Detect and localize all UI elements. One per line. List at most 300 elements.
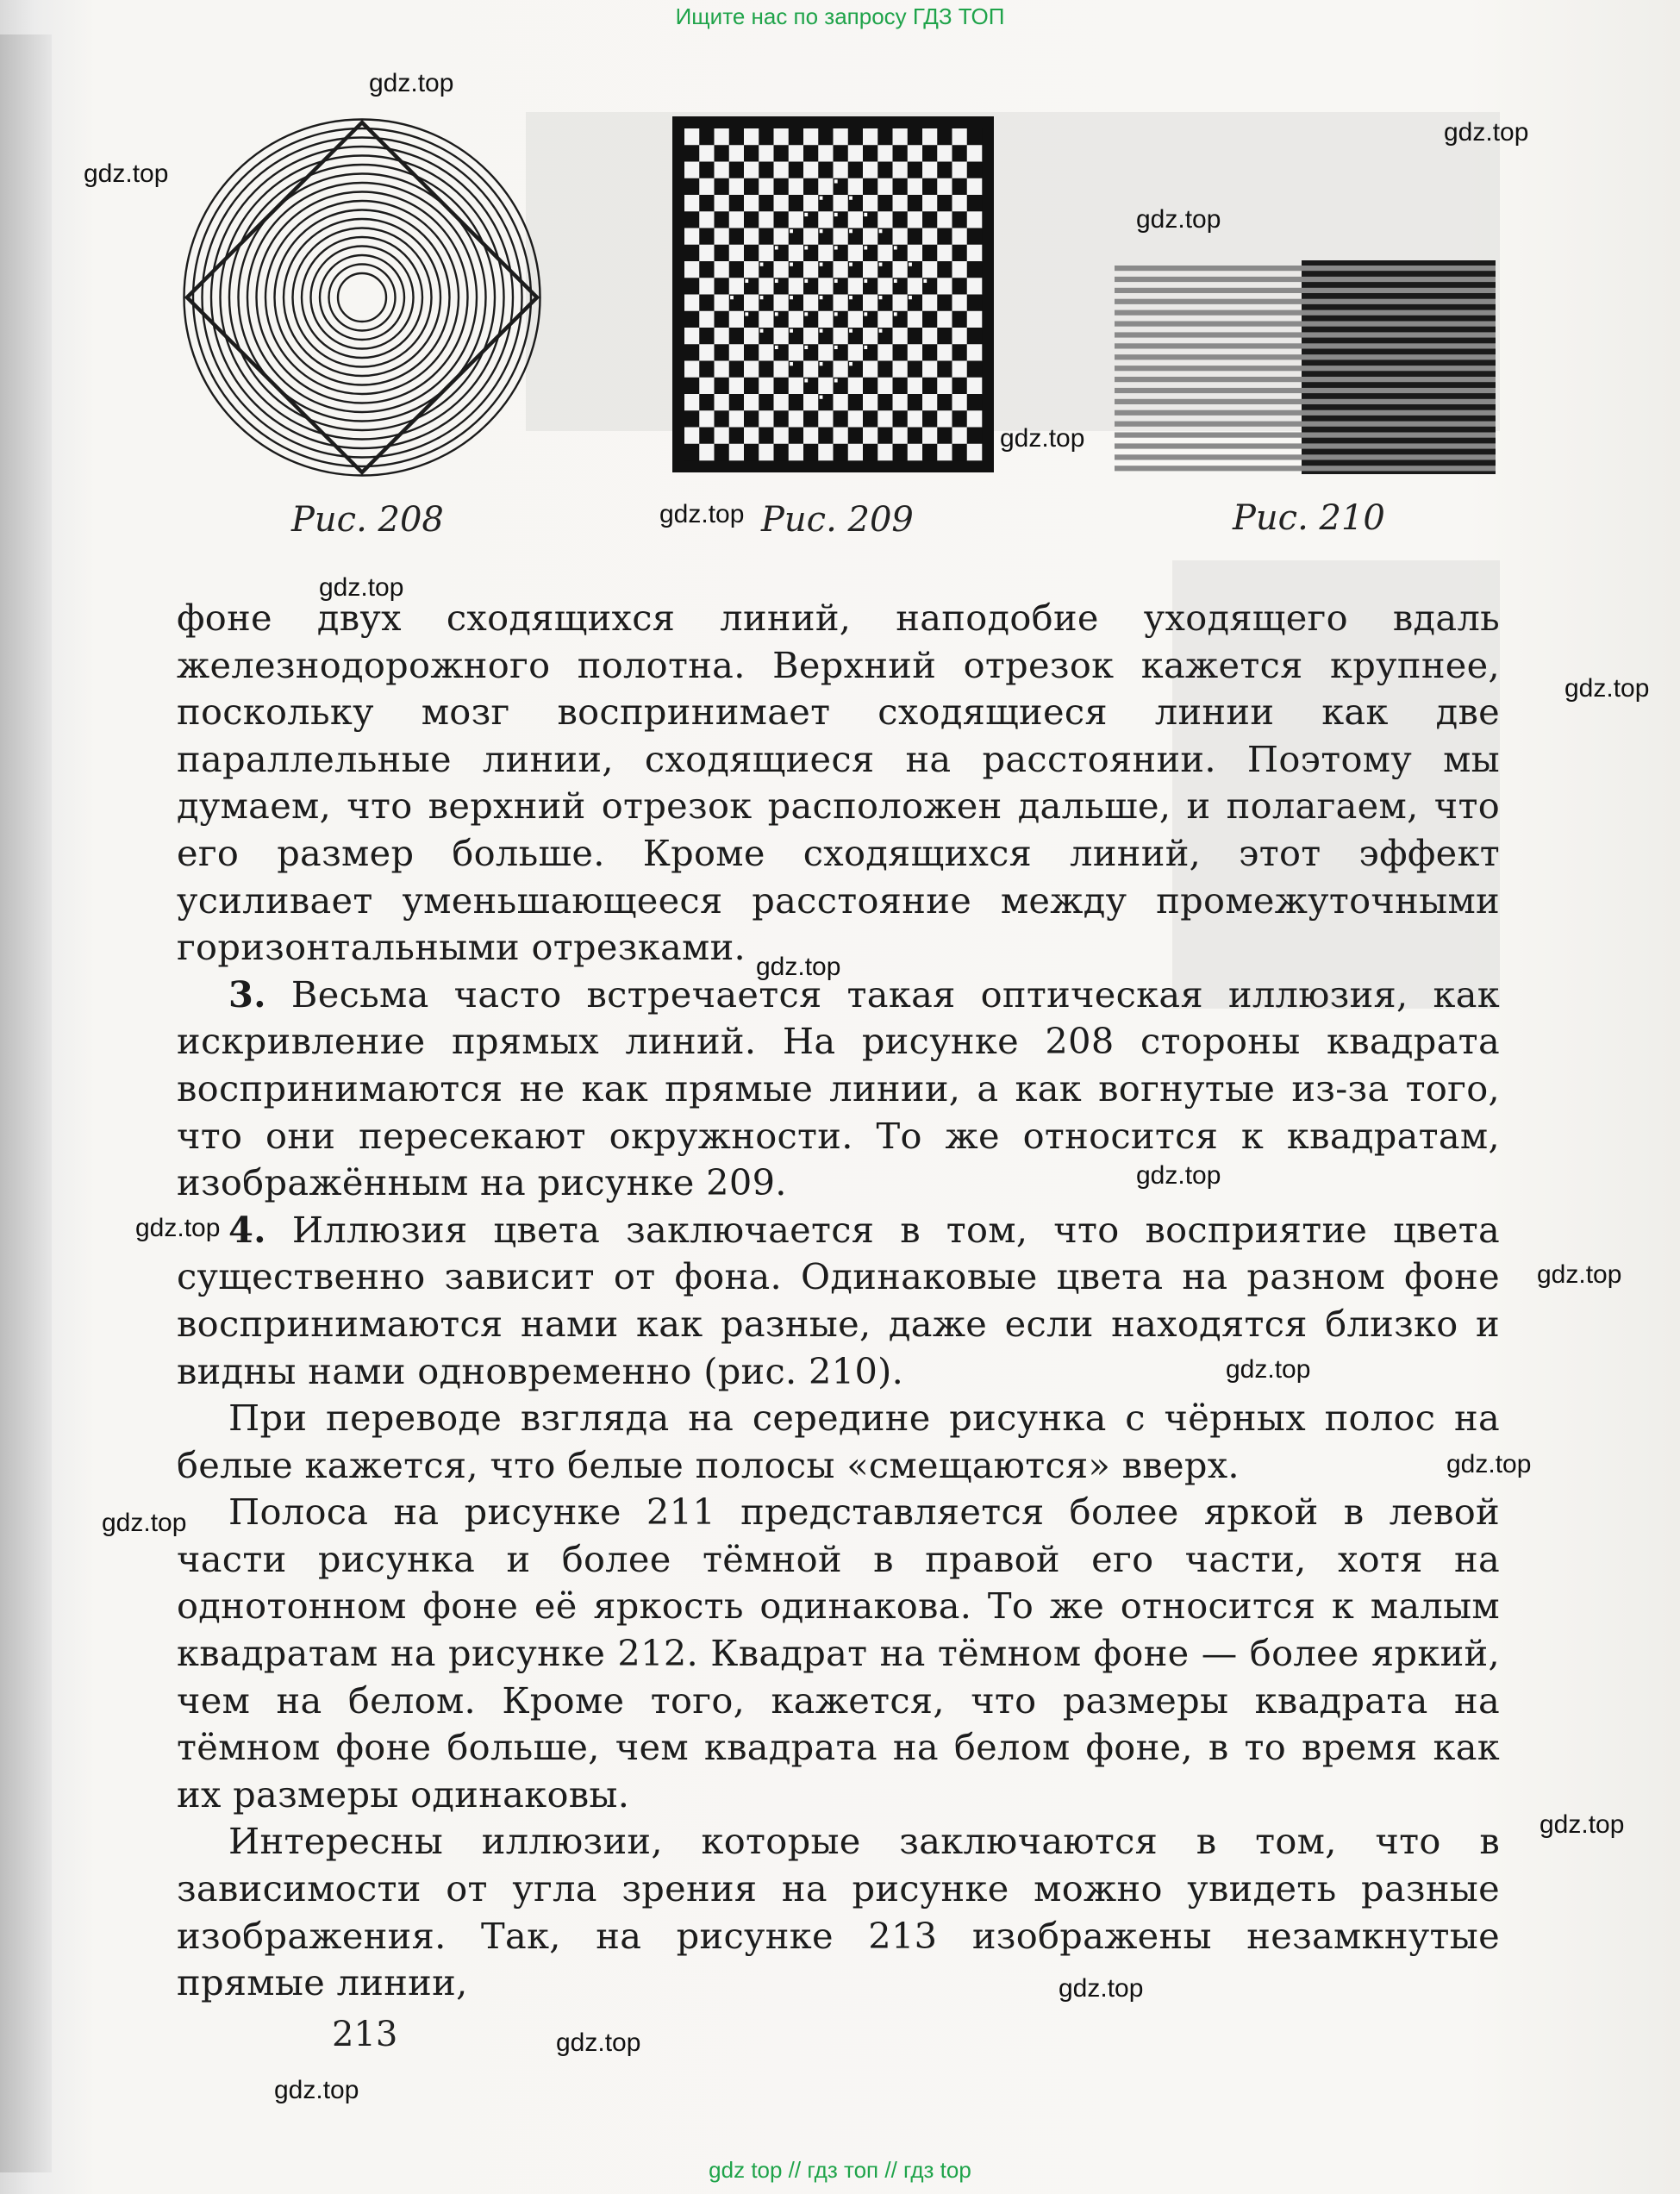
checker-cell [818, 128, 834, 146]
checker-cell [744, 295, 759, 312]
checker-cell [967, 311, 983, 328]
checker-cell [848, 278, 864, 295]
checker-cell [952, 278, 968, 295]
checker-cell [699, 195, 715, 212]
checker-cell [789, 444, 804, 461]
stripe-on-white [1115, 299, 1302, 304]
checker-cell [684, 378, 700, 395]
checker-cell [715, 394, 730, 411]
checker-cell [684, 344, 700, 361]
checker-cell [922, 410, 938, 428]
checker-cell [789, 178, 804, 196]
checker-cell [877, 378, 893, 395]
checker-cell [922, 228, 938, 246]
checker-cell [803, 128, 819, 146]
checker-cell [952, 261, 968, 278]
checker-dot [909, 296, 912, 299]
checker-cell [877, 245, 893, 262]
checker-cell [818, 444, 834, 461]
checker-cell [863, 295, 878, 312]
checker-cell [908, 178, 923, 196]
checker-cell [952, 195, 968, 212]
checker-dot [790, 362, 793, 366]
checker-cell [952, 145, 968, 162]
checker-cell [729, 361, 745, 378]
checker-cell [922, 295, 938, 312]
checker-cell [803, 328, 819, 345]
checker-cell [877, 162, 893, 179]
checker-cell [952, 410, 968, 428]
checker-cell [803, 261, 819, 278]
stripe-on-black [1302, 310, 1496, 316]
checker-cell [774, 410, 790, 428]
checker-dot [849, 296, 852, 299]
checker-cell [863, 428, 878, 445]
checker-dot [834, 213, 838, 216]
checker-cell [803, 394, 819, 411]
checker-cell [715, 444, 730, 461]
checker-cell [877, 128, 893, 146]
checker-cell [789, 128, 804, 146]
checker-cell [908, 311, 923, 328]
checker-cell [803, 145, 819, 162]
checker-cell [893, 428, 909, 445]
checker-cell [908, 428, 923, 445]
checker-cell [952, 245, 968, 262]
watermark: gdz.top [1226, 1355, 1311, 1384]
checker-cell [789, 195, 804, 212]
watermark: gdz.top [556, 2028, 641, 2057]
checker-cell [699, 378, 715, 395]
checker-cell [967, 211, 983, 228]
checker-cell [715, 410, 730, 428]
checker-dot [849, 329, 852, 333]
stripe-on-black [1302, 322, 1496, 327]
checker-cell [744, 261, 759, 278]
checker-cell [715, 261, 730, 278]
checker-cell [893, 228, 909, 246]
checker-cell [818, 162, 834, 179]
checker-cell [877, 394, 893, 411]
checker-cell [908, 378, 923, 395]
checker-cell [699, 278, 715, 295]
stripe-on-black [1302, 433, 1496, 438]
checker-cell [952, 311, 968, 328]
checker-cell [877, 444, 893, 461]
checker-cell [937, 145, 952, 162]
checker-cell [877, 195, 893, 212]
checker-cell [759, 228, 774, 246]
checker-cell [729, 145, 745, 162]
checker-dot [849, 197, 852, 200]
stripe-on-black [1302, 443, 1496, 448]
checker-cell [699, 410, 715, 428]
checker-cell [908, 344, 923, 361]
checker-dot [923, 279, 927, 283]
checker-cell [967, 228, 983, 246]
watermark: gdz.top [1059, 1974, 1144, 2003]
checker-cell [744, 211, 759, 228]
checker-cell [759, 444, 774, 461]
checker-cell [744, 328, 759, 345]
checker-cell [922, 211, 938, 228]
checker-cell [922, 311, 938, 328]
checker-cell [848, 128, 864, 146]
checker-cell [834, 295, 849, 312]
checker-cell [848, 428, 864, 445]
checker-dot [834, 378, 838, 382]
checker-cell [699, 178, 715, 196]
checker-cell [744, 128, 759, 146]
checker-cell [893, 410, 909, 428]
checker-cell [952, 295, 968, 312]
checker-cell [818, 145, 834, 162]
checker-cell [715, 428, 730, 445]
checker-cell [922, 344, 938, 361]
checker-cell [893, 261, 909, 278]
stripe-on-black [1302, 354, 1496, 359]
checker-cell [922, 378, 938, 395]
checker-cell [774, 145, 790, 162]
watermark: gdz.top [102, 1509, 187, 1537]
checker-cell [774, 228, 790, 246]
stripe-on-white [1115, 422, 1302, 427]
stripe-on-black [1302, 410, 1496, 416]
checker-cell [774, 394, 790, 411]
checker-dot [879, 296, 883, 299]
checker-cell [744, 394, 759, 411]
checker-cell [699, 361, 715, 378]
checker-cell [774, 428, 790, 445]
checker-cell [729, 162, 745, 179]
checker-cell [937, 261, 952, 278]
checker-cell [863, 145, 878, 162]
checker-cell [715, 128, 730, 146]
checker-cell [877, 410, 893, 428]
checker-cell [774, 444, 790, 461]
checker-cell [744, 361, 759, 378]
checker-cell [848, 378, 864, 395]
checker-cell [684, 328, 700, 345]
paragraph-2: 3. Весьма часто встречается такая оптическая иллюзия, как искривление прямых линий. На рисунке 208 стороны квадрата воспринимаются не как прямые линии, а как вогнутые из-за того, что они пересекают окружности. То же относится к квадратам, изображённым на рисунке 209. [177, 972, 1500, 1204]
checker-cell [684, 311, 700, 328]
checker-cell [744, 428, 759, 445]
checker-cell [759, 378, 774, 395]
stripe-on-white [1115, 410, 1302, 416]
checker-cell [877, 278, 893, 295]
checker-cell [715, 245, 730, 262]
checker-dot [834, 246, 838, 249]
checker-cell [893, 162, 909, 179]
checker-dot [790, 296, 793, 299]
checker-cell [922, 162, 938, 179]
watermark: gdz.top [1136, 1161, 1221, 1190]
checker-cell [863, 228, 878, 246]
checker-cell [922, 195, 938, 212]
concentric-ring [203, 138, 522, 458]
checker-cell [684, 428, 700, 445]
watermark: gdz.top [274, 2076, 359, 2104]
checker-cell [922, 261, 938, 278]
watermark: gdz.top [1537, 1260, 1622, 1289]
checker-cell [937, 195, 952, 212]
checker-cell [759, 278, 774, 295]
checker-cell [715, 361, 730, 378]
checker-cell [715, 145, 730, 162]
checker-cell [818, 311, 834, 328]
paragraph-3: 4. Иллюзия цвета заключается в том, что восприятие цвета существенно зависит от фона. Одинаковые цвета на разном фоне воспринимаются нами как разные, даже если находятся близко и видны нами одновременно (рис. 210). [177, 1208, 1500, 1392]
checker-cell [699, 228, 715, 246]
checker-cell [715, 344, 730, 361]
checker-cell [908, 361, 923, 378]
checker-cell [937, 128, 952, 146]
checker-dot [760, 329, 764, 333]
checker-cell [699, 261, 715, 278]
checker-cell [893, 328, 909, 345]
checker-cell [877, 178, 893, 196]
checker-cell [877, 145, 893, 162]
checker-dot [790, 229, 793, 233]
checker-cell [818, 178, 834, 196]
checker-cell [908, 394, 923, 411]
checker-dot [894, 279, 897, 283]
checker-cell [774, 295, 790, 312]
watermark: gdz.top [756, 953, 841, 981]
checker-cell [937, 344, 952, 361]
checker-cell [715, 295, 730, 312]
figure-208-caption: Рис. 208 [291, 500, 444, 540]
checker-cell [967, 178, 983, 196]
checker-cell [908, 228, 923, 246]
checker-dot [909, 263, 912, 266]
checker-cell [908, 328, 923, 345]
checker-cell [803, 444, 819, 461]
checker-cell [699, 428, 715, 445]
checker-cell [774, 128, 790, 146]
checker-cell [759, 162, 774, 179]
checker-cell [937, 428, 952, 445]
checker-dot [745, 279, 748, 283]
checker-cell [848, 145, 864, 162]
checker-cell [908, 278, 923, 295]
paragraph-6: Интересны иллюзии, которые заключаются в том, что в зависимости от угла зрения на рисунке можно увидеть разные изображения. Так, на рисунке 213 изображены незамкнутые прямые линии, [177, 1820, 1500, 2004]
checker-dot [864, 246, 867, 249]
watermark: gdz.top [1564, 674, 1650, 703]
checker-cell [834, 228, 849, 246]
stripe-on-white [1115, 343, 1302, 348]
checker-cell [834, 444, 849, 461]
checker-cell [967, 145, 983, 162]
checker-cell [699, 145, 715, 162]
checker-cell [967, 261, 983, 278]
checker-cell [744, 195, 759, 212]
checker-cell [774, 195, 790, 212]
figure-209-checkerboard [672, 116, 994, 472]
checker-cell [863, 394, 878, 411]
checker-cell [818, 211, 834, 228]
checker-cell [967, 295, 983, 312]
checker-cell [848, 211, 864, 228]
stripe-on-white [1115, 310, 1302, 316]
checker-cell [893, 195, 909, 212]
checker-cell [729, 444, 745, 461]
checker-cell [834, 361, 849, 378]
stripe-on-black [1302, 454, 1496, 459]
stripe-on-white [1115, 266, 1302, 271]
checker-cell [834, 410, 849, 428]
checker-cell [699, 328, 715, 345]
checker-cell [967, 344, 983, 361]
checker-cell [803, 228, 819, 246]
checker-cell [922, 361, 938, 378]
checker-cell [937, 394, 952, 411]
checker-cell [937, 378, 952, 395]
watermark: gdz.top [135, 1214, 221, 1242]
checker-cell [759, 128, 774, 146]
checker-cell [937, 328, 952, 345]
checker-cell [937, 311, 952, 328]
checker-cell [684, 178, 700, 196]
checker-cell [684, 128, 700, 146]
checker-cell [877, 344, 893, 361]
checker-cell [952, 444, 968, 461]
checker-cell [967, 128, 983, 146]
checker-dot [820, 296, 823, 299]
checker-cell [848, 444, 864, 461]
checker-dot [834, 346, 838, 349]
checker-cell [818, 410, 834, 428]
concentric-ring [320, 255, 404, 340]
stripe-on-black [1302, 332, 1496, 337]
checker-cell [774, 178, 790, 196]
checker-cell [952, 162, 968, 179]
checker-dot [820, 362, 823, 366]
checker-cell [967, 195, 983, 212]
checker-cell [848, 178, 864, 196]
checker-dot [820, 329, 823, 333]
checker-cell [684, 278, 700, 295]
concentric-ring [229, 165, 495, 430]
checker-dot [834, 279, 838, 283]
checker-cell [952, 344, 968, 361]
stripe-on-white [1115, 366, 1302, 371]
checker-dot [864, 213, 867, 216]
checker-cell [967, 428, 983, 445]
checker-dot [775, 312, 778, 316]
checker-dot [894, 312, 897, 316]
checker-cell [789, 428, 804, 445]
concentric-ring [221, 156, 504, 440]
checker-cell [729, 311, 745, 328]
concentric-ring [257, 192, 468, 403]
checker-cell [744, 410, 759, 428]
checker-dot [775, 279, 778, 283]
checker-cell [684, 361, 700, 378]
checker-cell [877, 361, 893, 378]
checker-cell [803, 162, 819, 179]
top-banner[interactable]: Ищите нас по запросу ГДЗ ТОП [675, 3, 1005, 29]
stripe-on-black [1302, 288, 1496, 293]
stripe-on-white [1115, 277, 1302, 282]
checker-cell [759, 145, 774, 162]
checker-cell [715, 195, 730, 212]
stripe-on-white [1115, 288, 1302, 293]
checker-cell [967, 378, 983, 395]
checker-cell [967, 278, 983, 295]
paragraph-4: При переводе взгляда на середине рисунка с чёрных полос на белые кажется, что белые полосы «смещаются» вверх. [177, 1397, 1500, 1486]
checker-cell [863, 128, 878, 146]
checker-cell [818, 278, 834, 295]
checker-dot [730, 296, 734, 299]
checker-cell [952, 378, 968, 395]
checker-dot [834, 179, 838, 183]
checker-cell [715, 311, 730, 328]
checker-dot [879, 329, 883, 333]
checker-cell [922, 394, 938, 411]
checker-cell [803, 178, 819, 196]
checker-cell [759, 410, 774, 428]
bottom-banner[interactable]: gdz top // гдз топ // гдз top [709, 2157, 971, 2183]
checker-dot [790, 263, 793, 266]
checker-cell [908, 162, 923, 179]
checker-cell [744, 228, 759, 246]
checker-dot [820, 229, 823, 233]
checker-cell [893, 344, 909, 361]
checker-cell [834, 394, 849, 411]
checker-cell [715, 211, 730, 228]
checker-cell [834, 128, 849, 146]
checker-cell [774, 211, 790, 228]
checker-cell [952, 328, 968, 345]
checker-cell [922, 245, 938, 262]
checker-cell [922, 178, 938, 196]
checker-cell [684, 410, 700, 428]
stripe-on-black [1302, 422, 1496, 427]
checker-cell [759, 195, 774, 212]
watermark: gdz.top [1444, 118, 1529, 147]
checker-cell [759, 344, 774, 361]
checker-cell [744, 245, 759, 262]
concentric-ring [284, 219, 440, 376]
checker-dot [864, 312, 867, 316]
stripe-on-black [1302, 299, 1496, 304]
checker-cell [729, 261, 745, 278]
checker-cell [789, 211, 804, 228]
page-number: 213 [332, 2015, 398, 2054]
checker-cell [729, 195, 745, 212]
stripe-on-white [1115, 388, 1302, 393]
checker-cell [893, 378, 909, 395]
checker-cell [789, 378, 804, 395]
checker-cell [759, 245, 774, 262]
checker-cell [848, 410, 864, 428]
checker-cell [893, 444, 909, 461]
checker-cell [922, 444, 938, 461]
checker-cell [848, 245, 864, 262]
checker-cell [699, 444, 715, 461]
checker-cell [684, 444, 700, 461]
checker-cell [759, 361, 774, 378]
checker-cell [937, 178, 952, 196]
checker-cell [952, 228, 968, 246]
checker-cell [789, 278, 804, 295]
paragraph-5: Полоса на рисунке 211 представляется более яркой в левой части рисунка и более тёмной в правой его части, хотя на однотонном фоне её яркость одинакова. То же относится к малым квадратам на рисунке 212. Квадрат на тёмном фоне — более яркий, чем на белом. Кроме того, кажется, что размеры квадрата на тёмном фоне больше, чем квадрата на белом фоне, в то время как их размеры одинаковы. [177, 1491, 1500, 1816]
checker-cell [834, 145, 849, 162]
checker-cell [729, 428, 745, 445]
checker-cell [937, 361, 952, 378]
checker-cell [715, 162, 730, 179]
stripe-on-white [1115, 443, 1302, 448]
